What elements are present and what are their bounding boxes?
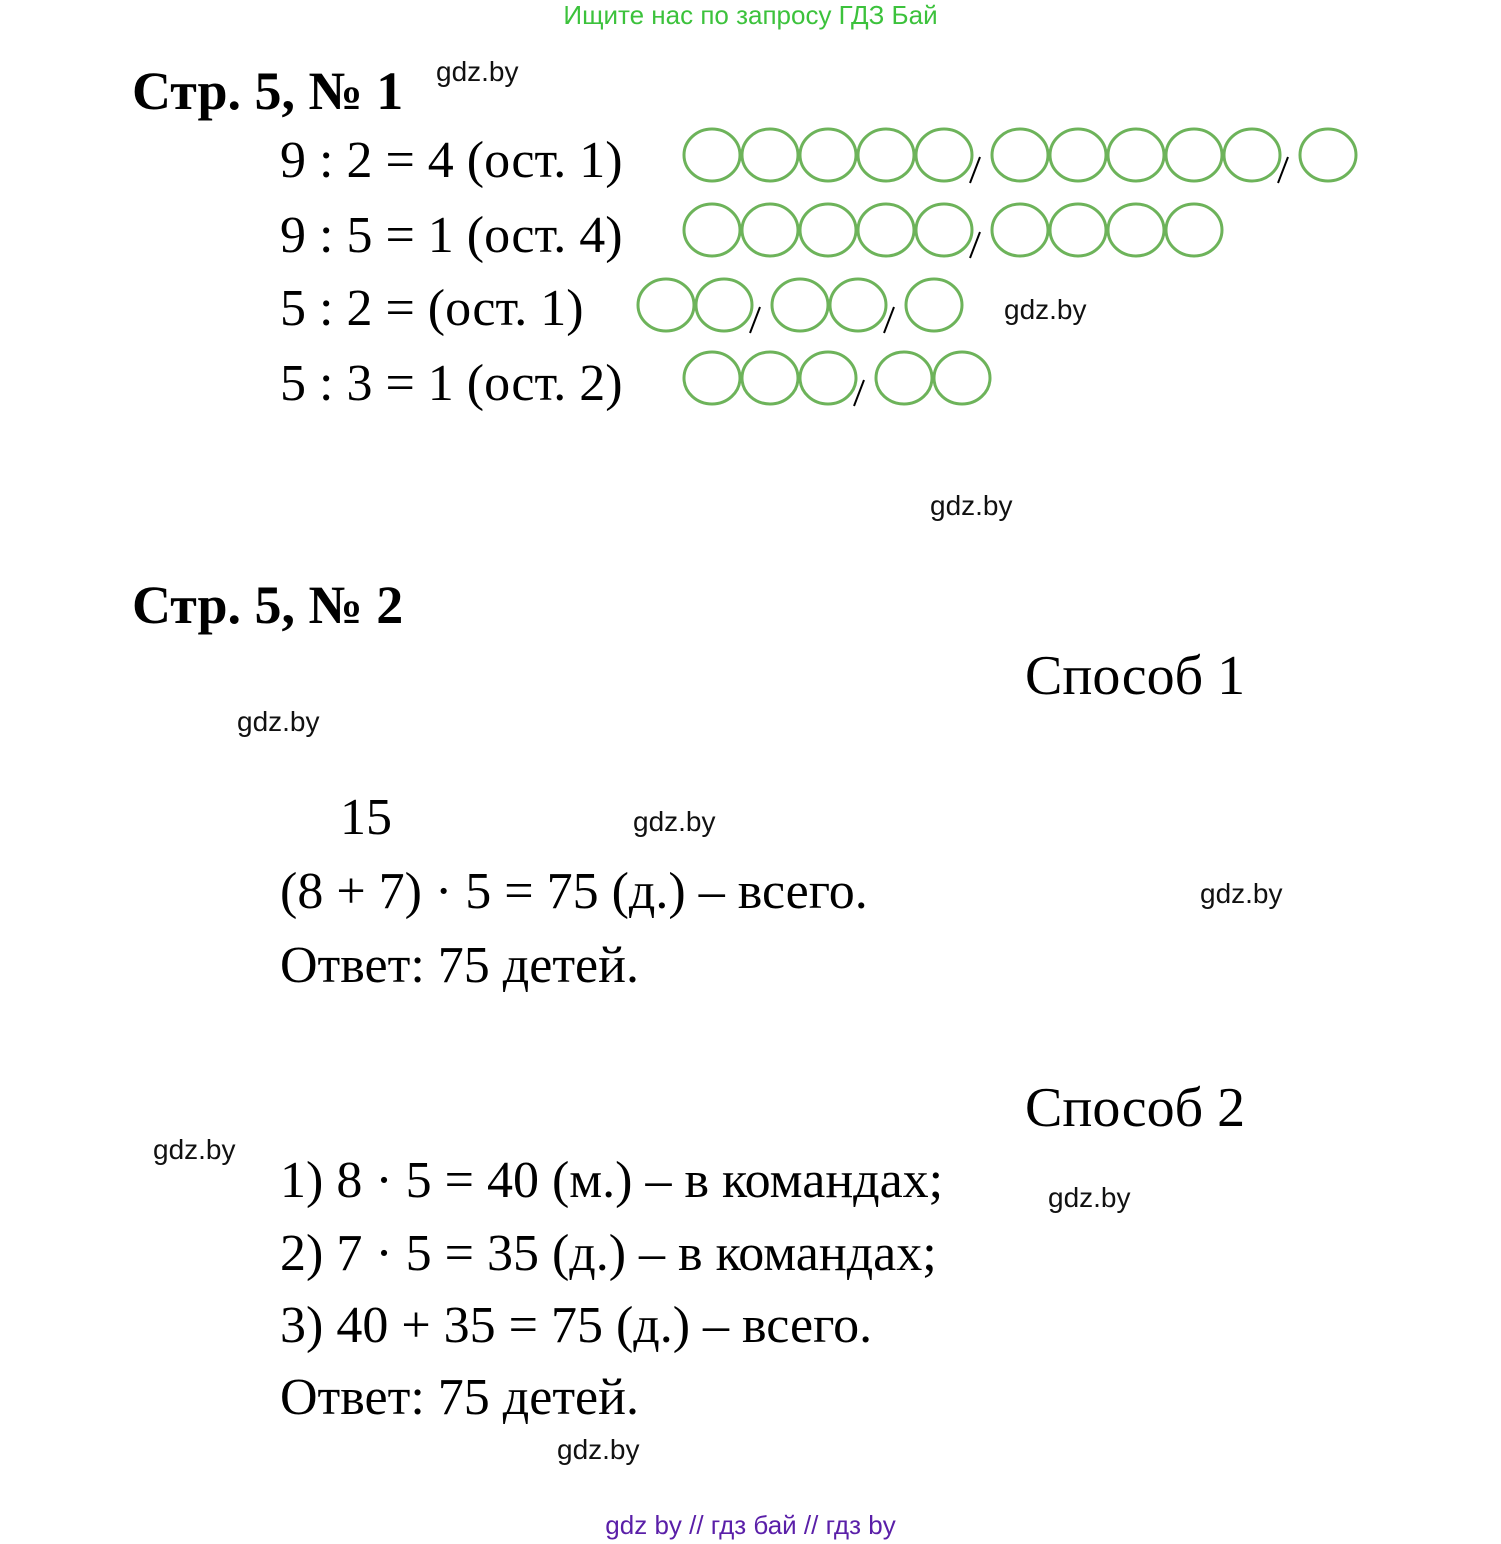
- circle-mark: [1108, 204, 1164, 256]
- watermark: gdz.by: [1048, 1182, 1131, 1213]
- circle-group-row-2: [684, 200, 1228, 260]
- method2-title: Способ 2: [1025, 1077, 1246, 1139]
- circle-mark: [876, 352, 932, 404]
- circle-mark: [742, 129, 798, 181]
- circle-mark: [830, 279, 886, 331]
- method2-answer: Ответ: 75 детей.: [280, 1369, 639, 1426]
- watermark: gdz.by: [633, 806, 716, 837]
- method2-step-3: 3) 40 + 35 = 75 (д.) – всего.: [280, 1297, 873, 1354]
- top-banner: Ищите нас по запросу ГДЗ Бай: [563, 0, 938, 30]
- method1-title: Способ 1: [1025, 645, 1246, 707]
- circle-mark: [772, 279, 828, 331]
- circle-mark: [906, 279, 962, 331]
- circle-mark: [1224, 129, 1280, 181]
- circle-mark: [1300, 129, 1356, 181]
- watermark: gdz.by: [930, 490, 1013, 521]
- task1-equation-3: 5 : 2 = (ост. 1): [280, 280, 584, 337]
- task1-heading: Стр. 5, № 1: [132, 61, 404, 121]
- circle-mark: [684, 352, 740, 404]
- method2-step-1: 1) 8 · 5 = 40 (м.) – в командах;: [280, 1152, 944, 1209]
- circle-mark: [638, 279, 694, 331]
- circle-mark: [800, 129, 856, 181]
- method1-solution-line: (8 + 7) · 5 = 75 (д.) – всего.: [280, 863, 868, 920]
- circle-group-row-1: [684, 125, 1362, 185]
- circle-mark: [1108, 129, 1164, 181]
- circle-mark: [800, 352, 856, 404]
- circle-mark: [1166, 204, 1222, 256]
- circle-mark: [934, 352, 990, 404]
- circle-mark: [858, 129, 914, 181]
- circle-mark: [684, 129, 740, 181]
- circle-mark: [858, 204, 914, 256]
- circle-mark: [1166, 129, 1222, 181]
- circle-mark: [1050, 204, 1106, 256]
- circles-svg: [684, 125, 1362, 185]
- circles-svg: [684, 348, 996, 408]
- circle-mark: [916, 204, 972, 256]
- task1-equation-2: 9 : 5 = 1 (ост. 4): [280, 207, 623, 264]
- circles-svg: [684, 200, 1228, 260]
- circle-group-row-4: [684, 348, 996, 408]
- circle-mark: [992, 129, 1048, 181]
- task2-heading: Стр. 5, № 2: [132, 575, 404, 635]
- method1-sum-above: 15: [340, 789, 392, 846]
- task1-equation-1: 9 : 2 = 4 (ост. 1): [280, 132, 623, 189]
- watermark: gdz.by: [1004, 294, 1087, 325]
- method1-answer: Ответ: 75 детей.: [280, 937, 639, 994]
- watermark: gdz.by: [557, 1434, 640, 1465]
- watermark: gdz.by: [1200, 878, 1283, 909]
- circles-svg: [638, 275, 968, 335]
- circle-mark: [800, 204, 856, 256]
- circle-mark: [742, 204, 798, 256]
- method2-step-2: 2) 7 · 5 = 35 (д.) – в командах;: [280, 1225, 937, 1282]
- circle-group-row-3: [638, 275, 968, 335]
- watermark: gdz.by: [153, 1134, 236, 1165]
- circle-mark: [1050, 129, 1106, 181]
- watermark: gdz.by: [436, 56, 519, 87]
- circle-mark: [992, 204, 1048, 256]
- circle-mark: [696, 279, 752, 331]
- circle-mark: [742, 352, 798, 404]
- circle-mark: [684, 204, 740, 256]
- task1-equation-4: 5 : 3 = 1 (ост. 2): [280, 355, 623, 412]
- watermark: gdz.by: [237, 706, 320, 737]
- footer-links: gdz by // гдз бай // гдз by: [605, 1510, 896, 1540]
- circle-mark: [916, 129, 972, 181]
